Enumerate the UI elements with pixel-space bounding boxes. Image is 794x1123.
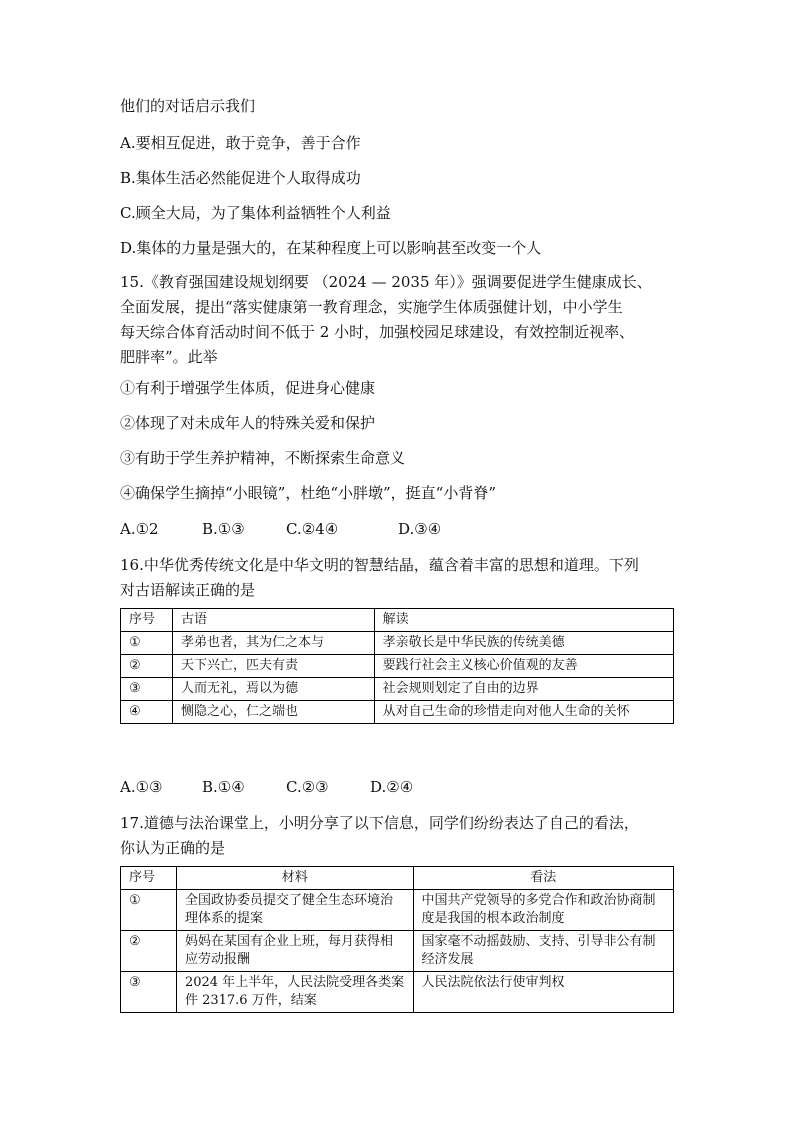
q16-stem-line: 对古语解读正确的是: [120, 581, 256, 599]
table-cell: 要践行社会主义核心价值观的友善: [374, 655, 673, 678]
table-header-cell: 解读: [374, 609, 673, 632]
q14-option-a: A.要相互促进，敢于竞争，善于合作: [120, 134, 361, 152]
q17-table: [120, 866, 674, 1013]
table-cell: ②: [121, 655, 173, 678]
table-cell: 天下兴亡，匹夫有责: [172, 655, 374, 678]
q15-choice-c: C.②4④: [286, 520, 339, 538]
table-row: [121, 890, 674, 931]
table-header-cell: 序号: [121, 867, 177, 890]
table-cell: 社会规则划定了自由的边界: [374, 678, 673, 701]
table-row: [121, 701, 674, 724]
q15-choice-a: A.①2: [120, 520, 159, 538]
table-row: [121, 678, 674, 701]
q15-choice-d: D.③④: [398, 520, 442, 538]
table-cell: 全国政协委员提交了健全生态环境治理体系的提案: [176, 890, 413, 931]
q15-stem-line: 15.《教育强国建设规划纲要 （2024 — 2035 年）》强调要促进学生健康成长、: [120, 273, 652, 291]
table-row: [121, 655, 674, 678]
table-header-cell: 古语: [172, 609, 374, 632]
table-cell: 国家毫不动摇鼓励、支持、引导非公有制经济发展: [413, 931, 673, 972]
table-cell: 恻隐之心，仁之端也: [172, 701, 374, 724]
q14-option-b: B.集体生活必然能促进个人取得成功: [120, 169, 361, 187]
q16-table: [120, 608, 674, 724]
q16-choice-b: B.①④: [202, 778, 245, 796]
q15-stem-line: 肥胖率”。此举: [120, 348, 218, 366]
table-row: [121, 931, 674, 972]
table-cell: 2024 年上半年，人民法院受理各类案件 2317.6 万件，结案: [176, 972, 413, 1013]
q15-choices: [120, 519, 441, 539]
table-cell: ④: [121, 701, 173, 724]
table-cell: 中国共产党领导的多党合作和政治协商制度是我国的根本政治制度: [413, 890, 673, 931]
q15-stem-line: 全面发展，提出“落实健康第一教育理念，实施学生体质强健计划，中小学生: [120, 298, 623, 316]
table-header-cell: 序号: [121, 609, 173, 632]
table-cell: ②: [121, 931, 177, 972]
q15-statement-4: ④确保学生摘掉“小眼镜”，杜绝“小胖墩”，挺直“小背脊”: [120, 484, 497, 502]
table-header-row: [121, 867, 674, 890]
q17-stem: [120, 811, 680, 861]
table-cell: ①: [121, 890, 177, 931]
q16-choice-c: C.②③: [286, 778, 329, 796]
table-header-cell: 看法: [413, 867, 673, 890]
table-cell: 妈妈在某国有企业上班，每月获得相应劳动报酬: [176, 931, 413, 972]
q16-choice-d: D.②④: [370, 778, 414, 796]
q16-choice-a: A.①③: [120, 778, 163, 796]
table-header-cell: 材料: [176, 867, 413, 890]
q15-choice-b: B.①③: [202, 520, 245, 538]
q17-stem-line: 你认为正确的是: [120, 839, 226, 857]
table-cell: 孝亲敬长是中华民族的传统美德: [374, 632, 673, 655]
q15-statement-1: ①有利于增强学生体质，促进身心健康: [120, 379, 376, 397]
table-row: [121, 972, 674, 1013]
table-cell: 孝弟也者，其为仁之本与: [172, 632, 374, 655]
table-cell: 人民法院依法行使审判权: [413, 972, 673, 1013]
table-row: [121, 632, 674, 655]
q15-statement-3: ③有助于学生养护精神，不断探索生命意义: [120, 449, 406, 467]
table-cell: ③: [121, 972, 177, 1013]
table-header-row: [121, 609, 674, 632]
q14-option-c: C.顾全大局，为了集体利益牺牲个人利益: [120, 204, 391, 222]
table-cell: ①: [121, 632, 173, 655]
q16-stem: [120, 553, 680, 603]
q14-stem-end: 他们的对话启示我们: [120, 97, 256, 115]
q16-stem-line: 16.中华优秀传统文化是中华文明的智慧结晶，蕴含着丰富的思想和道理。下列: [120, 556, 639, 574]
q15-statement-2: ②体现了对未成年人的特殊关爱和保护: [120, 414, 376, 432]
q14-option-d: D.集体的力量是强大的，在某种程度上可以影响甚至改变一个人: [120, 239, 542, 257]
table-cell: ③: [121, 678, 173, 701]
q16-choices: [120, 777, 413, 797]
q15-stem: [120, 270, 680, 370]
q15-stem-line: 每天综合体育活动时间不低于 2 小时，加强校园足球建设，有效控制近视率、: [120, 323, 635, 341]
table-cell: 从对自己生命的珍惜走向对他人生命的关怀: [374, 701, 673, 724]
table-cell: 人而无礼，焉以为德: [172, 678, 374, 701]
q17-stem-line: 17.道德与法治课堂上，小明分享了以下信息，同学们纷纷表达了自己的看法，: [120, 814, 639, 832]
